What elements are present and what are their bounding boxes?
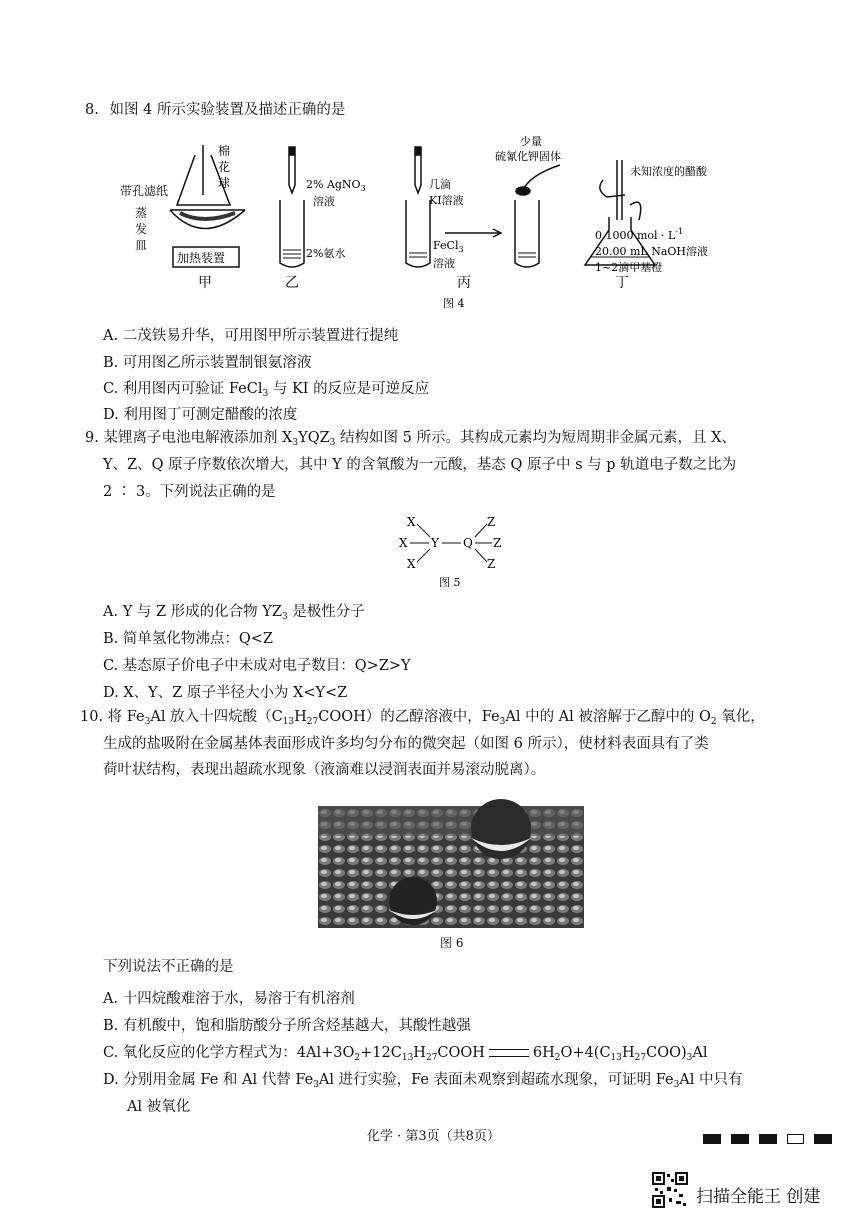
bing-tube: FeCl$_3$ [433,239,464,254]
jia-paper: 带孔滤纸 [120,184,169,198]
q10-option-c: C. 氧化反应的化学方程式为：$4Al+3O_2+12C_{13}H_{27}COOH$ $6H_2O+4(C_{13}H_{27}COO)_3Al$ [103,1045,708,1063]
page-footer: 化学 · 第3页（共8页） [367,1129,500,1144]
atom-z-bot: Z [487,557,496,571]
page-marks [693,1128,832,1147]
qr-code-icon [652,1172,688,1208]
q10-line-1: 10. 将 $Fe_3Al$ 放入十四烷酸$(C_{13}H_{27}COOH)$的乙醇溶液中，$Fe_3Al$ 中的 Al 被溶解于乙醇中的 $O_2$ 氧化， [80,709,765,727]
q8-stem [85,103,345,118]
jia-heater: 加热装置 [177,251,226,265]
jia-dish-1: 蒸 [135,206,148,220]
mark-5 [814,1134,832,1144]
ding-acid: 未知浓度的醋酸 [630,165,707,178]
yi-reagent-top-2: 溶液 [313,195,335,208]
q9-line-3: 2 ∶ 3。下列说法正确的是 [103,484,276,500]
q9-option-b: B. 简单氢化物沸点：Q<Z [103,631,273,647]
jia-label: 甲 [198,275,212,291]
mark-3 [759,1134,777,1144]
equals-sign [489,1049,529,1057]
q8-option-a: A. 二茂铁易升华，可用图甲所示装置进行提纯 [103,328,399,344]
atom-y: Y [431,536,439,550]
ding-indicator: 1~2滴甲基橙 [595,261,663,274]
q8-option-b: B. 可用图乙所示装置制银氨溶液 [103,355,312,371]
bing-drop-2: KI溶液 [429,194,464,207]
ding-label: 丁 [615,275,629,291]
yi-label: 乙 [285,275,299,291]
jia-cotton-3: 球 [218,176,231,190]
yi-reagent-bottom: 2%氨水 [306,247,346,260]
apparatus-yi [280,147,304,267]
figure-4-caption: 图 4 [443,297,465,310]
mark-4 [787,1134,804,1144]
atom-x-bot: X [407,557,416,571]
bing-solid-1: 少量 [520,135,542,148]
ding-conc: 0.1000 mol · $L^{-1}$ [595,227,684,242]
figure-6-micrograph [318,806,584,928]
q8-number: 8. [85,102,99,118]
q9-option-a: A. Y 与 Z 形成的化合物 $YZ_3$ 是极性分子 [103,604,365,622]
atom-q: Q [463,536,473,550]
watermark-text: 扫描全能王 创建 [696,1187,821,1207]
q10-option-a: A. 十四烷酸难溶于水，易溶于有机溶剂 [103,991,355,1007]
apparatus-bing [406,147,560,267]
figure-5 [395,512,515,590]
yi-reagent-top: 2% AgNO$_3$ [306,178,366,193]
bing-drop: 几滴 [429,178,451,191]
atom-x-mid: X [399,536,408,550]
mark-1 [703,1134,721,1144]
bing-tube-2: 溶液 [433,257,455,270]
q10-line-2: 生成的盐吸附在金属基体表面形成许多均匀分布的微突起（如图 6 所示），使材料表面具有了类 [103,736,709,752]
atom-z-top: Z [487,515,496,529]
figure-5-caption: 图 5 [439,576,461,589]
q8-option-c: C. 利用图丙可验证 FeCl$_3$ 与 KI 的反应是可逆反应 [103,381,430,399]
q10-option-d-line-2: Al 被氧化 [127,1099,191,1115]
apparatus-jia [170,145,245,267]
q10-option-b: B. 有机酸中，饱和脂肪酸分子所含烃基越大，其酸性越强 [103,1018,471,1034]
figure-4 [120,135,785,315]
ding-naoh: 20.00 mL NaOH溶液 [595,245,709,258]
atom-x-top: X [407,515,416,529]
mark-2 [731,1134,749,1144]
jia-cotton-2: 花 [218,160,231,174]
q9-line-1: 9. 某锂离子电池电解液添加剂 $X_3YQZ_3$ 结构如图 5 所示。其构成元素均为短周期非金属元素，且 X、 [85,430,736,448]
jia-cotton-1: 棉 [218,144,231,158]
q10-option-d-line-1: D. 分别用金属 Fe 和 Al 代替 $Fe_3Al$ 进行实验，Fe 表面未观察到超疏水现象，可证明 $Fe_3Al$ 中只有 [103,1072,743,1090]
q9-option-c: C. 基态原子价电子中未成对电子数目：Q>Z>Y [103,658,411,674]
jia-dish-3: 皿 [135,238,148,252]
bing-label: 丙 [457,275,471,291]
jia-dish-2: 发 [135,222,148,236]
q9-line-2: Y、Z、Q 原子序数依次增大，其中 Y 的含氧酸为一元酸，基态 Q 原子中 s 与 p 轨道电子数之比为 [103,457,737,473]
q8-option-d: D. 利用图丁可测定醋酸的浓度 [103,407,298,423]
q9-option-d: D. X、Y、Z 原子半径大小为 X<Y<Z [103,685,348,701]
bing-solid-2: 硫氰化钾固体 [495,150,561,163]
q10-prompt: 下列说法不正确的是 [103,959,234,975]
structure-bonds [410,524,492,562]
q8-stem-text: 如图 4 所示实验装置及描述正确的是 [109,102,346,118]
atom-z-mid: Z [493,536,502,550]
figure-6-caption: 图 6 [440,936,464,950]
q10-line-3: 荷叶状结构，表现出超疏水现象（液滴难以浸润表面并易滚动脱离）。 [103,762,546,778]
